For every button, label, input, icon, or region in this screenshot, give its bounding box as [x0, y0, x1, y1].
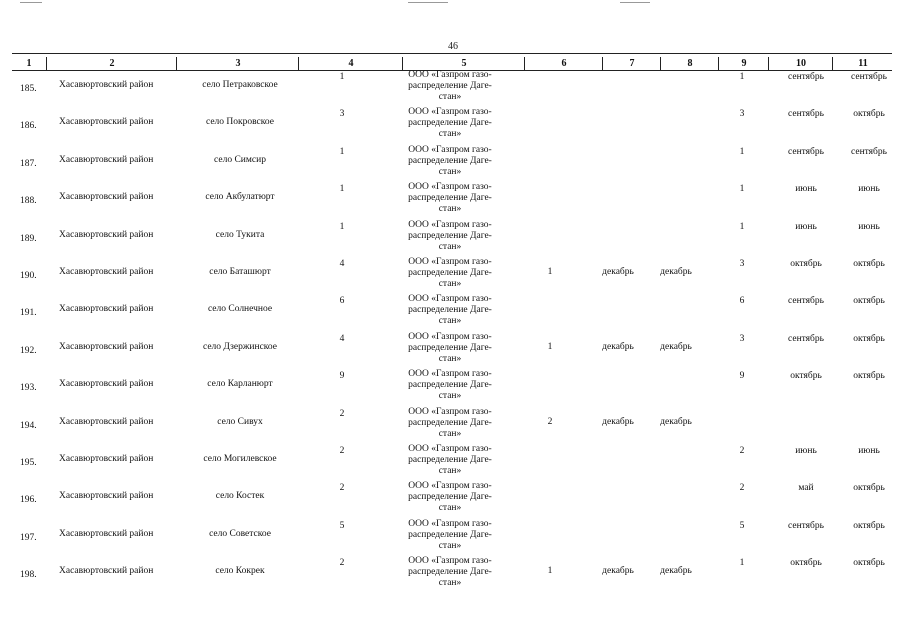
column-10-value: октябрь [790, 558, 822, 569]
district-name: Хасавюртовский район [59, 267, 154, 277]
organization-line: стан» [438, 166, 462, 177]
organization-line: стан» [438, 466, 462, 476]
organization-line: распределение Даге- [408, 193, 492, 204]
column-10-value: сентябрь [788, 296, 824, 307]
column-4-value: 2 [339, 558, 345, 569]
column-header-3: 3 [176, 57, 299, 70]
column-10-value: июнь [795, 184, 817, 195]
organization-name [394, 220, 506, 253]
column-11-value: июнь [858, 446, 880, 456]
row-number: 192. [20, 345, 37, 356]
column-4-value: 1 [339, 221, 345, 232]
column-4-value: 2 [339, 483, 345, 494]
column-10-value: сентябрь [788, 72, 824, 82]
settlement-name: село Покровское [205, 117, 274, 128]
organization-line: распределение Даге- [408, 230, 492, 241]
column-header-10: 10 [768, 57, 833, 70]
column-9-value: 9 [739, 371, 745, 382]
row-number: 195. [20, 458, 37, 468]
column-9-value: 1 [739, 146, 745, 157]
column-11-value: июнь [858, 184, 880, 195]
column-9-value: 3 [739, 333, 745, 344]
settlement-name: село Кокрек [215, 566, 265, 577]
table-row [12, 519, 892, 556]
organization-line: распределение Даге- [408, 455, 492, 465]
organization-line: распределение Даге- [408, 529, 492, 540]
column-6-value: 1 [547, 341, 553, 352]
column-11-value: октябрь [853, 109, 885, 120]
settlement-name: село Костек [215, 491, 265, 502]
column-7-value: декабрь [602, 341, 634, 352]
organization-line: стан» [438, 578, 462, 589]
organization-line: ООО «Газпром газо- [408, 107, 492, 118]
organization-line: ООО «Газпром газо- [408, 369, 492, 380]
column-10-value: май [798, 483, 814, 494]
organization-name [394, 145, 506, 178]
organization-line: стан» [438, 428, 462, 439]
column-header-11: 11 [832, 57, 893, 70]
row-number: 197. [20, 532, 37, 543]
column-4-value: 3 [339, 109, 345, 120]
column-header-1: 1 [26, 58, 32, 69]
table-header [12, 57, 892, 70]
district-name: Хасавюртовский район [59, 229, 154, 240]
organization-line: ООО «Газпром газо- [408, 444, 492, 454]
column-9-value: 1 [739, 558, 745, 569]
organization-line: стан» [438, 129, 462, 140]
organization-name [394, 107, 506, 140]
column-11-value: октябрь [853, 520, 885, 531]
row-number: 187. [20, 158, 37, 169]
column-11-value: октябрь [853, 259, 885, 269]
column-10-value: июнь [795, 221, 817, 232]
column-11-value: сентябрь [851, 146, 887, 157]
column-11-value: июнь [858, 221, 880, 232]
page-number: 46 [448, 41, 458, 52]
organization-line: стан» [438, 316, 462, 327]
row-number: 191. [20, 308, 37, 319]
settlement-name: село Акбулатюрт [205, 192, 275, 203]
district-name: Хасавюртовский район [59, 117, 154, 128]
column-9-value: 2 [739, 483, 745, 494]
organization-line: стан» [438, 540, 462, 551]
organization-name [394, 70, 506, 103]
column-7-value: декабрь [602, 267, 634, 277]
organization-name [394, 481, 506, 514]
row-number: 186. [20, 121, 37, 132]
organization-line: ООО «Газпром газо- [408, 556, 492, 567]
organization-line: стан» [438, 503, 462, 514]
column-11-value: октябрь [853, 558, 885, 569]
column-9-value: 5 [739, 520, 745, 531]
column-header-8: 8 [660, 57, 719, 70]
column-9-value: 6 [739, 296, 745, 307]
column-header-6: 6 [524, 57, 603, 70]
column-11-value: сентябрь [851, 72, 887, 82]
column-header-5: 5 [402, 57, 525, 70]
organization-name [394, 407, 506, 440]
table-row [12, 257, 892, 294]
district-name: Хасавюртовский район [59, 304, 154, 315]
district-name: Хасавюртовский район [59, 80, 154, 90]
column-10-value: октябрь [790, 259, 822, 269]
organization-line: стан» [438, 391, 462, 402]
column-8-value: декабрь [660, 416, 692, 427]
column-10-value: октябрь [790, 371, 822, 382]
table-row [12, 556, 892, 593]
column-4-value: 6 [339, 296, 345, 307]
table-row [12, 407, 892, 444]
organization-line: распределение Даге- [408, 567, 492, 578]
settlement-name: село Тукита [215, 229, 265, 240]
column-6-value: 1 [547, 566, 553, 577]
row-number: 196. [20, 495, 37, 506]
district-name: Хасавюртовский район [59, 454, 154, 464]
column-10-value: сентябрь [788, 146, 824, 157]
row-number: 189. [20, 233, 37, 244]
organization-line: ООО «Газпром газо- [408, 481, 492, 492]
column-10-value: сентябрь [788, 520, 824, 531]
organization-name [394, 556, 506, 589]
organization-line: распределение Даге- [408, 342, 492, 353]
organization-line: стан» [438, 204, 462, 215]
column-4-value: 2 [339, 408, 345, 419]
table-row [12, 107, 892, 144]
organization-line: распределение Даге- [408, 155, 492, 166]
organization-line: ООО «Газпром газо- [408, 144, 492, 155]
column-header-2: 2 [46, 57, 177, 70]
organization-line: распределение Даге- [408, 380, 492, 391]
organization-line: стан» [438, 353, 462, 364]
column-10-value: июнь [795, 446, 817, 456]
column-4-value: 1 [339, 184, 345, 195]
table-row [12, 220, 892, 257]
column-8-value: декабрь [660, 267, 692, 277]
row-number: 194. [20, 420, 37, 431]
column-8-value: декабрь [660, 566, 692, 577]
column-9-value: 1 [739, 72, 745, 82]
table-top-rule [12, 53, 892, 54]
organization-name [394, 257, 506, 290]
organization-line: стан» [438, 279, 462, 289]
organization-line: стан» [438, 241, 462, 252]
organization-name [394, 294, 506, 327]
column-6-value: 1 [547, 267, 553, 277]
column-4-value: 4 [339, 333, 345, 344]
settlement-name: село Баташюрт [209, 267, 271, 277]
row-number: 190. [20, 271, 37, 281]
table-row [12, 182, 892, 219]
column-4-value: 4 [339, 259, 345, 269]
column-11-value: октябрь [853, 483, 885, 494]
table-row [12, 481, 892, 518]
column-header-4: 4 [298, 57, 403, 70]
district-name: Хасавюртовский район [59, 192, 154, 203]
organization-line: ООО «Газпром газо- [408, 294, 492, 305]
column-9-value: 1 [739, 184, 745, 195]
table-row [12, 70, 892, 107]
settlement-name: село Солнечное [207, 304, 273, 315]
organization-line: распределение Даге- [408, 118, 492, 129]
organization-line: ООО «Газпром газо- [408, 182, 492, 193]
column-10-value: сентябрь [788, 333, 824, 344]
row-number: 198. [20, 570, 37, 581]
table-row [12, 444, 892, 481]
organization-line: ООО «Газпром газо- [408, 70, 492, 80]
organization-line: распределение Даге- [408, 81, 492, 91]
settlement-name: село Советское [209, 528, 271, 539]
organization-name [394, 444, 506, 477]
scan-mark [620, 2, 650, 3]
settlement-name: село Сивух [217, 416, 263, 427]
column-8-value: декабрь [660, 341, 692, 352]
organization-name [394, 519, 506, 552]
table-row [12, 369, 892, 406]
district-name: Хасавюртовский район [59, 528, 154, 539]
column-4-value: 2 [339, 446, 345, 456]
settlement-name: село Могилевское [203, 454, 277, 464]
column-11-value: октябрь [853, 296, 885, 307]
column-9-value: 3 [739, 259, 745, 269]
organization-name [394, 332, 506, 365]
district-name: Хасавюртовский район [59, 416, 154, 427]
organization-name [394, 182, 506, 215]
district-name: Хасавюртовский район [59, 154, 154, 165]
settlement-name: село Петраковское [202, 80, 278, 90]
column-header-9: 9 [718, 57, 769, 70]
organization-line: распределение Даге- [408, 268, 492, 278]
district-name: Хасавюртовский район [59, 566, 154, 577]
column-11-value: октябрь [853, 333, 885, 344]
organization-line: стан» [438, 92, 462, 102]
column-4-value: 9 [339, 371, 345, 382]
row-number: 185. [20, 84, 37, 94]
organization-line: ООО «Газпром газо- [408, 257, 492, 267]
organization-line: ООО «Газпром газо- [408, 331, 492, 342]
column-4-value: 5 [339, 520, 345, 531]
settlement-name: село Дзержинское [202, 341, 277, 352]
organization-line: ООО «Газпром газо- [408, 406, 492, 417]
column-4-value: 1 [339, 72, 345, 82]
table-row [12, 145, 892, 182]
organization-line: распределение Даге- [408, 492, 492, 503]
column-9-value: 3 [739, 109, 745, 120]
column-10-value: сентябрь [788, 109, 824, 120]
organization-line: ООО «Газпром газо- [408, 518, 492, 529]
column-11-value: октябрь [853, 371, 885, 382]
organization-line: распределение Даге- [408, 417, 492, 428]
column-7-value: декабрь [602, 416, 634, 427]
organization-name [394, 369, 506, 402]
scan-mark [408, 2, 448, 3]
district-name: Хасавюртовский район [59, 379, 154, 390]
column-7-value: декабрь [602, 566, 634, 577]
column-9-value: 1 [739, 221, 745, 232]
organization-line: распределение Даге- [408, 305, 492, 316]
district-name: Хасавюртовский район [59, 341, 154, 352]
organization-line: ООО «Газпром газо- [408, 219, 492, 230]
table-row [12, 294, 892, 331]
column-4-value: 1 [339, 146, 345, 157]
table-row [12, 332, 892, 369]
column-header-7: 7 [602, 57, 661, 70]
scan-mark [20, 2, 42, 3]
row-number: 193. [20, 383, 37, 394]
district-name: Хасавюртовский район [59, 491, 154, 502]
row-number: 188. [20, 196, 37, 207]
settlement-name: село Карланюрт [207, 379, 273, 390]
column-9-value: 2 [739, 446, 745, 456]
settlement-name: село Симсир [214, 154, 266, 165]
column-6-value: 2 [547, 416, 553, 427]
